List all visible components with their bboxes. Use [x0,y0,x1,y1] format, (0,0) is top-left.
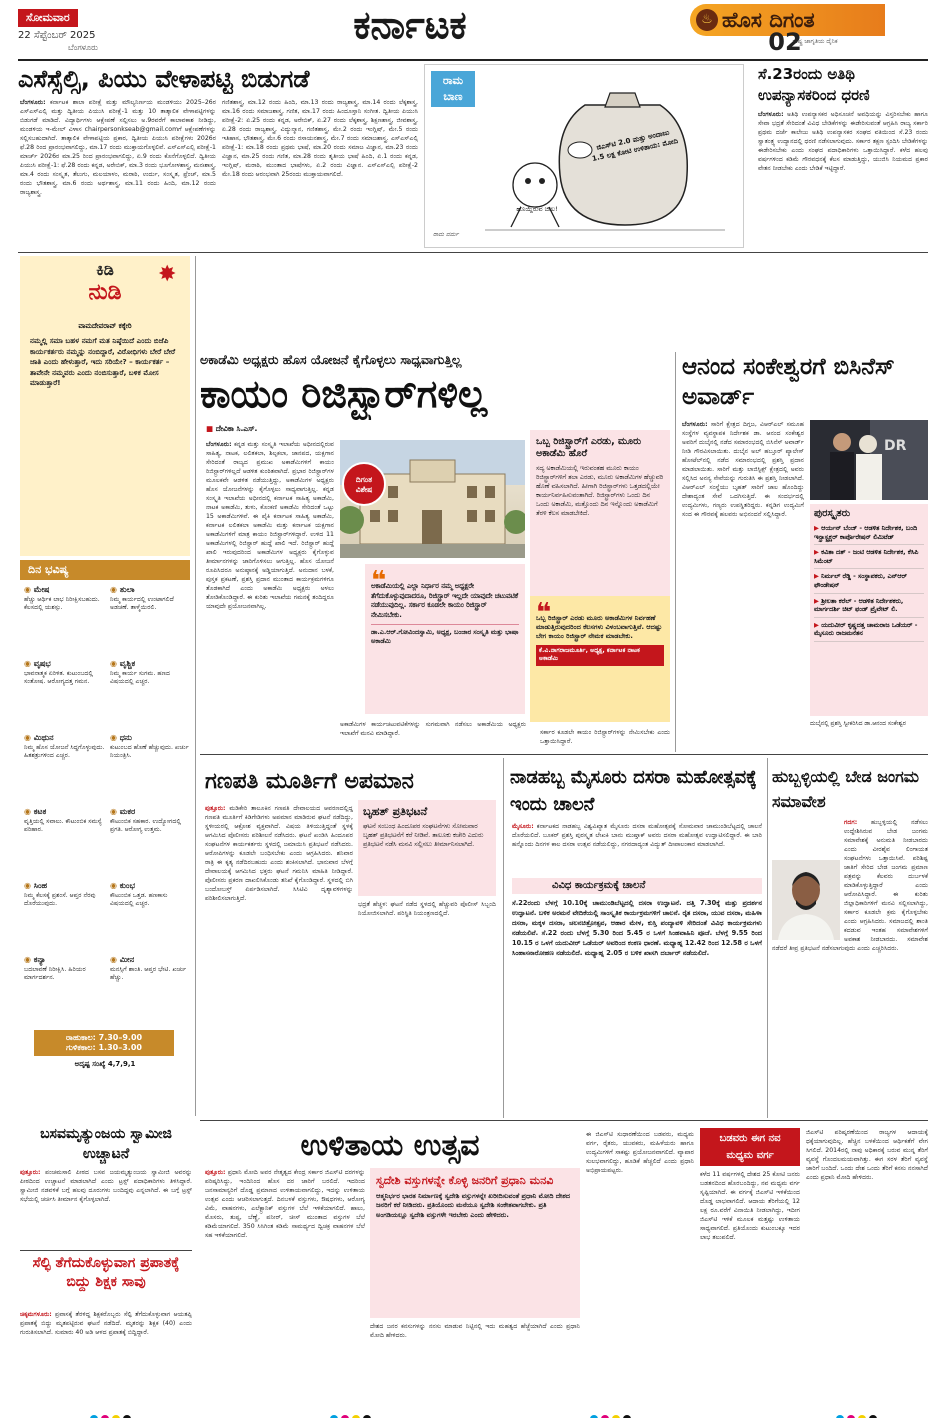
spark-icon: ✸ [158,262,177,287]
cartoon-speech: ಹೊಯ್ದಿರುವ ಚೀಲ! [516,205,558,213]
byline-name: ದೇವಿಕಾ ಸಿ.ಎಸ್. [215,424,258,433]
ulitaya-text: ಪ್ರಧಾನಿ ಮೋದಿ ಅವರ ನೇತೃತ್ವದ ಕೇಂದ್ರ ಸರ್ಕಾರ ಜಿಎಸ್‌ಟಿ ದರಗಳನ್ನು ಪರಿಷ್ಕರಿಸಿದ್ದು, ಇಂದಿನಿಂದ ಹೊಸ ದರ ಜಾರಿಗೆ ಬರಲಿದೆ. ಇದರಿಂದ ಜನಸಾಮಾನ್ಯರಿಗೆ ದೊಡ್ಡ ಪ್ರಮಾಣದ ಉಳಿತಾಯವಾಗಲಿದ್ದು, ಇದನ್ನು ಉಳಿತಾಯ ಉತ್ಸವ ಎಂದು ಆಚರಿಸಲಾಗುತ್ತದೆ. ದಿನಬಳಕೆ ವಸ್ತುಗಳು, ಔಷಧಗಳು, ಆರೋಗ್ಯ ವಿಮೆ, ವಾಹನಗಳು, ಎಲೆಕ್ಟ್ರಾನಿಕ್ ವಸ್ತುಗಳ ಬೆಲೆ ಇಳಿಕೆಯಾಗಲಿದೆ. ಹಾಲು, ಮೊಸರು, ತುಪ್ಪ, ಬೆಣ್ಣೆ, ಪನೀರ್, ಚೀಸ್ ಮುಂತಾದ ವಸ್ತುಗಳ ಬೆಲೆ ಕಡಿಮೆಯಾಗಲಿದೆ. 350 ಸಿಸಿಗಿಂತ ಕಡಿಮೆ ಸಾಮರ್ಥ್ಯದ ದ್ವಿಚಕ್ರ ವಾಹನಗಳ ಬೆಲೆ ಸಹ ಇಳಿಕೆಯಾಗಲಿದೆ. [205,1169,365,1239]
sign-text: ಬದಲಾವಣೆ ನಿರೀಕ್ಷಿಸಿ. ಹಿರಿಯರ ಮಾರ್ಗದರ್ಶನ. [24,965,86,981]
kidi-title-bottom: ನುಡಿ [88,280,122,305]
dasara-text: ಕರ್ನಾಟಕದ ನಾಡಹಬ್ಬ ವಿಶ್ವವಿಖ್ಯಾತ ಮೈಸೂರು ದಸರಾ ಮಹೋತ್ಸವಕ್ಕೆ ಸೋಮವಾರ ಚಾಮುಂಡಿಬೆಟ್ಟದಲ್ಲಿ ಚಾಲನೆ ದೊರೆಯಲಿದೆ. ಬೂಕರ್ ಪ್ರಶಸ್ತಿ ಪುರಸ್ಕೃತ ಲೇಖಕಿ ಬಾನು ಮುಷ್ತಾಕ್ ಅವರು ದಸರಾ ಮಹೋತ್ಸವ ಉದ್ಘಾಟಿಸಲಿದ್ದಾರೆ. ಈ ಬಾರಿ ಹನ್ನೊಂದು ದಿನಗಳ ಕಾಲ ದಸರಾ ಉತ್ಸವ ನಡೆಯಲಿದ್ದು, ನಗರದಾದ್ಯಂತ ವಿದ್ಯುತ್ ದೀಪಾಲಂಕಾರ ಮಾಡಲಾಗಿದೆ. [512,823,762,848]
badge-bottom: ವಿಶೇಷ [355,485,373,494]
registration-marks-center [330,1408,390,1418]
sign-text: ಭಾವನಾತ್ಮಕ ಏರಿಳಿತ. ಕುಟುಂಬದಲ್ಲಿ ಸಂತೋಷ. ಆರೋಗ್ಯದತ್ತ ಗಮನ. [24,669,94,685]
ulitaya-body [205,1168,365,1404]
registrar-text: ಕನ್ನಡ ಮತ್ತು ಸಂಸ್ಕೃತಿ ಇಲಾಖೆಯ ಅಧೀನದಲ್ಲಿರುವ ಸಾಹಿತ್ಯ, ನಾಟಕ, ಲಲಿತಕಲಾ, ಶಿಲ್ಪಕಲಾ, ಜಾನಪದ, ಯಕ್ಷಗಾನ ಸೇರಿದಂತೆ ರಾಜ್ಯದ ಪ್ರಮುಖ ಅಕಾಡೆಮಿಗಳಿಗೆ ಕಾಯಂ ರಿಜಿಸ್ಟ್ರಾರ್‌ಗಳಿಲ್ಲದೆ ಆಡಳಿತ ಕುಂಠಿತವಾಗಿದೆ. ಪ್ರಭಾರ ರಿಜಿಸ್ಟ್ರಾರ್‌ಗಳ ಮೂಲಕವೇ ಆಡಳಿತ ನಡೆಯುತ್ತಿದ್ದು, ಅಕಾಡೆಮಿಗಳ ಅಧ್ಯಕ್ಷರು ಹೊಸ ಯೋಜನೆಗಳನ್ನು ಕೈಗೊಳ್ಳಲು ಸಾಧ್ಯವಾಗುತ್ತಿಲ್ಲ. ಕನ್ನಡ ಸಂಸ್ಕೃತಿ ಇಲಾಖೆಯ ಅಧೀನದಲ್ಲಿ ಕರ್ನಾಟಕ ಸಾಹಿತ್ಯ ಅಕಾಡೆಮಿ, ನಾಟಕ ಅಕಾಡೆಮಿ, ತುಳು, ಕೊಂಕಣಿ ಅಕಾಡೆಮಿ ಸೇರಿದಂತೆ ಒಟ್ಟು 15 ಅಕಾಡೆಮಿಗಳಿವೆ. ಈ ಪೈಕಿ ಕರ್ನಾಟಕ ಸಾಹಿತ್ಯ ಅಕಾಡೆಮಿ, ಕರ್ನಾಟಕ ಲಲಿತಕಲಾ ಅಕಾಡೆಮಿ ಮತ್ತು ಕರ್ನಾಟಕ ಯಕ್ಷಗಾನ ಅಕಾಡೆಮಿಗಳಿಗೆ ಮಾತ್ರ ಕಾಯಂ ರಿಜಿಸ್ಟ್ರಾರ್‌ಗಳಿದ್ದಾರೆ. ಉಳಿದ 11 ಅಕಾಡೆಮಿಗಳಲ್ಲಿ ರಿಜಿಸ್ಟ್ರಾರ್ ಹುದ್ದೆ ಖಾಲಿ ಇದೆ. ರಿಜಿಸ್ಟ್ರಾರ್ ಹುದ್ದೆ ಖಾಲಿ ಇರುವುದರಿಂದ ಅಕಾಡೆಮಿಗಳ ಅಧ್ಯಕ್ಷರು ಕೈಗೊಳ್ಳುವ ತೀರ್ಮಾನಗಳನ್ನು ಜಾರಿಗೊಳಿಸಲು ಆಗುತ್ತಿಲ್ಲ. ಹೊಸ ಯೋಜನೆ ರೂಪಿಸಿದರೂ ಅನುಷ್ಠಾನಕ್ಕೆ ಅಡ್ಡಿಯಾಗುತ್ತಿದೆ. ಅನುದಾನ ಬಳಕೆ, ಪುಸ್ತಕ ಪ್ರಕಟಣೆ, ಪ್ರಶಸ್ತಿ ಪ್ರದಾನ ಮುಂತಾದ ಕಾರ್ಯಕ್ರಮಗಳಿಗೂ ತೊಡಕಾಗಿದೆ ಎಂದು ಅಕಾಡೆಮಿ ಅಧ್ಯಕ್ಷರು ಅಳಲು ತೋಡಿಕೊಂಡಿದ್ದಾರೆ. ಈ ಕುರಿತು ಇಲಾಖೆಯ ಗಮನಕ್ಕೆ ತಂದಿದ್ದರೂ ಯಾವುದೇ ಪ್ರಯೋಜನವಾಗಿಲ್ಲ. [206,441,334,610]
ganapati-box-text: ಘಟನೆ ಸಂಬಂಧ ಹಿಂದೂಪರ ಸಂಘಟನೆಗಳು ಸೋಮವಾರ ಬೃಹತ್ ಪ್ರತಿಭಟನೆಗೆ ಕರೆ ನೀಡಿವೆ. ತಾಲೂಕು ಕಚೇರಿ ಎದುರು ಪ್ರತಿಭಟನೆ ನಡೆಸಿ ಮನವಿ ಸಲ್ಲಿಸಲು ತೀರ್ಮಾನಿಸಲಾಗಿದೆ. [363,822,484,848]
byline-marker: ■ [206,424,216,433]
city-label: ಬೆಂಗಳೂರು [68,43,98,52]
divider-2 [200,754,928,755]
registrar-body [206,440,334,712]
award-body [682,420,804,750]
horoscope [20,560,190,1120]
registrar-tail: ಅಕಾಡೆಮಿಗಳ ಕಾರ್ಯಚಟುವಟಿಕೆಗಳನ್ನು ಸುಗಮವಾಗಿ ನಡೆಸಲು ಅಕಾಡೆಮಿಯ ಅಧ್ಯಕ್ಷರು ಇಲಾಖೆಗೆ ಮನವಿ ಮಾಡಿದ್ದಾರೆ. [340,721,526,737]
ulitaya-headline: ಉಳಿತಾಯ ಉತ್ಸವ [300,1128,480,1163]
selfie-headline: ಸೆಲ್ಫಿ ತೆಗೆದುಕೊಳ್ಳುವಾಗ ಪ್ರಪಾತಕ್ಕೆ ಬಿದ್ದು ಶಿಕ್ಷಕ ಸಾವು [32,1255,180,1290]
selfie-text: ಪ್ರವಾಸಕ್ಕೆ ತೆರಳಿದ್ದ ಶಿಕ್ಷಕರೊಬ್ಬರು ಸೆಲ್ಫಿ ತೆಗೆದುಕೊಳ್ಳುವಾಗ ಆಯತಪ್ಪಿ ಪ್ರಪಾತಕ್ಕೆ ಬಿದ್ದು ಮೃತಪಟ್ಟಿರುವ ಘಟನೆ ನಡೆದಿದೆ. ಮೃತರನ್ನು ಶಿಕ್ಷಕ (40) ಎಂದು ಗುರುತಿಸಲಾಗಿದೆ. ಸುಮಾರು 40 ಅಡಿ ಆಳದ ಪ್ರಪಾತಕ್ಕೆ ಬಿದ್ದಿದ್ದಾರೆ. [20,1311,192,1336]
date-label: 22 ಸೆಪ್ಟೆಂಬರ್ 2025 [18,30,96,41]
horoscope-sign [110,734,190,761]
madhyama-top: ಬಡವರು ಈಗ ನವ [719,1133,781,1144]
sign-text: ಮನಸ್ಸಿಗೆ ಶಾಂತಿ. ಆಪ್ತರ ಭೇಟಿ. ಖರ್ಚು ಹೆಚ್ಚು. [110,965,187,981]
dasara-schedule: ಸೆ.22ರಂದು ಬೆಳಗ್ಗೆ 10.10ಕ್ಕೆ ಚಾಮುಂಡಿಬೆಟ್ಟದಲ್ಲಿ ದಸರಾ ಉದ್ಘಾಟನೆ. ದತ್ತಿ 7.30ಕ್ಕೆ ಮತ್ತು ಪ್ರದರ್ಶನ ಉದ್ಘಾಟನೆ. ಬಳಿಕ ಅರಮನೆ ವೇದಿಕೆಯಲ್ಲಿ ಸಾಂಸ್ಕೃತಿಕ ಕಾರ್ಯಕ್ರಮಗಳಿಗೆ ಚಾಲನೆ. ರೈತ ದಸರಾ, ಯುವ ದಸರಾ, ಮಹಿಳಾ ದಸರಾ, ಮಕ್ಕಳ ದಸರಾ, ಚಲನಚಿತ್ರೋತ್ಸವ, ಆಹಾರ ಮೇಳ, ಕುಸ್ತಿ ಪಂದ್ಯಾವಳಿ ಸೇರಿದಂತೆ ವಿವಿಧ ಕಾರ್ಯಕ್ರಮಗಳು ನಡೆಯಲಿವೆ. ಸೆ.22 ರಂದು ಬೆಳಗ್ಗೆ 5.30 ರಿಂದ 5.45 ರ ಒಳಗೆ ಸಿಂಹವಾಹಿನಿ ಪೂಜೆ. ಬೆಳಗ್ಗೆ 9.55 ರಿಂದ 10.15 ರ ಒಳಗೆ ಯದುವೀರ್ ಒಡೆಯರ್ ಅವರಿಂದ ಕಂಕಣ ಧಾರಣೆ. ಮಧ್ಯಾಹ್ನ 12.42 ರಿಂದ 12.58 ರ ಒಳಗೆ ಸಿಂಹಾಸನಾರೋಹಣ ನಡೆಯಲಿದೆ. ಮಧ್ಯಾಹ್ನ 2.05 ರ ಬಳಿಕ ಖಾಸಗಿ ದರ್ಬಾರ್ ನಡೆಯಲಿದೆ. [512,899,762,957]
quote2-by: ಕೆ.ವಿ.ನಾಗರಾಜಮೂರ್ತಿ, ಅಧ್ಯಕ್ಷ, ಕರ್ನಾಟಕ ನಾಟಕ ಅಕಾಡೆಮಿ [536,645,664,666]
swadeshi-text: ಆತ್ಮನಿರ್ಭರ ಭಾರತ ನಿರ್ಮಾಣಕ್ಕೆ ಸ್ವದೇಶಿ ವಸ್ತುಗಳನ್ನೇ ಖರೀದಿಸುವಂತೆ ಪ್ರಧಾನಿ ಮೋದಿ ದೇಶದ ಜನರಿಗೆ ಕರೆ ನೀಡಿದರು. ಪ್ರತಿಯೊಂದು ಮನೆಯೂ ಸ್ವದೇಶಿ ಸಂಕೇತವಾಗಬೇಕು. ಪ್ರತಿ ಅಂಗಡಿಯಲ್ಲೂ ಸ್ವದೇಶಿ ವಸ್ತುಗಳೇ ಇರಬೇಕು ಎಂದು ಹೇಳಿದರು. [376,1192,571,1219]
photo-spacer [772,818,844,944]
basava-headline: ಬಸವಮೃತ್ಯುಂಜಯ ಸ್ವಾಮೀಜಿ ಉಚ್ಚಾಟನೆ [40,1126,172,1162]
horoscope-sign [24,660,106,687]
divider-4 [20,1250,192,1251]
horoscope-sign [24,586,106,613]
horoscope-sign [110,586,190,613]
ganapati-headline: ಗಣಪತಿ ಮೂರ್ತಿಗೆ ಅಪಮಾನ [205,769,414,794]
masthead [0,0,945,60]
sign-text: ಕುಟುಂಬದ ಹೊಣೆ ಹೆಚ್ಚುವುದು. ಖರ್ಚು ನಿಯಂತ್ರಿಸಿ. [110,743,189,759]
registrar-box-1 [530,430,670,620]
ganapati-tail: ಭದ್ರತೆ ಹೆಚ್ಚಳ: ಘಟನೆ ನಡೆದ ಸ್ಥಳದಲ್ಲಿ ಹೆಚ್ಚುವರಿ ಪೊಲೀಸ್ ಸಿಬ್ಬಂದಿ ನಿಯೋಜಿಸಲಾಗಿದೆ. ಪರಿಸ್ಥಿತಿ ನಿಯಂತ್ರಣದಲ್ಲಿದೆ. [358,901,496,917]
registrar-byline [206,424,366,434]
dasara-headline: ನಾಡಹಬ್ಬ ಮೈಸೂರು ದಸರಾ ಮಹೋತ್ಸವಕ್ಕೆ ಇಂದು ಚಾಲನೆ [510,767,757,815]
divider-1 [18,252,928,253]
sign-text: ನಿಮ್ಮ ಕಾರ್ಯ ಸುಗಮ. ಹಣದ ವಿಷಯದಲ್ಲಿ ಎಚ್ಚರ. [110,669,170,685]
divider-v1 [195,256,196,1116]
award-caption: ದುಬೈನಲ್ಲಿ ಪ್ರಶಸ್ತಿ ಸ್ವೀಕರಿಸಿದ ಡಾ.ಆನಂದ ಸಂಕೇಶ್ವರ [810,720,906,727]
horoscope-sign [24,808,106,835]
kidi-title-top: ಕಿಡಿ [96,260,114,279]
registration-marks-left [90,1408,150,1418]
svg-text:DR: DR [884,438,907,454]
ganapati-body [205,804,353,1114]
madhyama-bottom: ಮಧ್ಯಮ ವರ್ಗ [726,1150,774,1161]
divider-v3 [503,758,504,1118]
cartoon-bag-text: ಜಿಎಸ್‌ಟಿ 2.0 ಮತ್ತು ಅಂದಾಜು 1.5 ಲಕ್ಷ ಕೋಟಿ ಉಳಿತಾಯ: ಮೋದಿ [591,128,679,163]
exam-dateline: ಬೆಂಗಳೂರು: [20,99,46,106]
madhyama-label [700,1128,800,1166]
hubli-headline: ಹುಬ್ಬಳ್ಳಿಯಲ್ಲಿ ಬೇಡ ಜಂಗಮ ಸಮಾವೇಶ [772,767,920,811]
horoscope-sign [110,808,190,835]
awardees-box [810,504,928,716]
ganapati-dateline: ಪುತ್ತೂರು: [205,805,226,812]
hubli-text: ಹುಬ್ಬಳ್ಳಿಯಲ್ಲಿ ನಡೆಸಲು ಉದ್ದೇಶಿಸಿರುವ ಬೇಡ ಜಂಗಮ ಸಮಾವೇಶಕ್ಕೆ ಅನುಮತಿ ನೀಡಬಾರದು ಎಂದು ವೀರಶೈವ ಲಿಂಗಾಯತ ಸಂಘಟನೆಗಳು ಒತ್ತಾಯಿಸಿವೆ. ಪರಿಶಿಷ್ಟ ಜಾತಿಗೆ ಸೇರಿದ ಬೇಡ ಜಂಗಮ ಪ್ರಮಾಣ ಪತ್ರವನ್ನು ಕೆಲವರು ದುರ್ಬಳಕೆ ಮಾಡಿಕೊಳ್ಳುತ್ತಿದ್ದಾರೆ ಎಂದು ಆರೋಪಿಸಿದ್ದಾರೆ. ಈ ಕುರಿತು ಜಿಲ್ಲಾಧಿಕಾರಿಗಳಿಗೆ ಮನವಿ ಸಲ್ಲಿಸಲಾಗಿದ್ದು, ಸರ್ಕಾರ ಕೂಡಲೇ ಕ್ರಮ ಕೈಗೊಳ್ಳಬೇಕು ಎಂದು ಆಗ್ರಹಿಸಿದರು. ಸಮಾಜದಲ್ಲಿ ಶಾಂತಿ ಕದಡುವ ಇಂತಹ ಸಮಾವೇಶಗಳಿಗೆ ಅವಕಾಶ ನೀಡಬಾರದು. ಸಮಾವೇಶ ನಡೆದರೆ ತೀವ್ರ ಪ್ರತಿಭಟನೆ ನಡೆಸಲಾಗುವುದು ಎಂದು ಎಚ್ಚರಿಸಿದರು. [772,819,928,952]
sign-text: ಹೆಚ್ಚು ಆರ್ಥಿಕ ಲಾಭ ನಿರೀಕ್ಷಿಸಬಹುದು. ಕೆಲಸದಲ್ಲಿ ಯಶಸ್ಸು. [24,595,100,611]
exam-headline: ಎಸೆಸ್ಸೆಲ್ಸಿ, ಪಿಯು ವೇಳಾಪಟ್ಟಿ ಬಿಡುಗಡೆ [18,65,310,93]
dasara-dateline: ಮೈಸೂರು: [512,823,534,830]
sign-text: ವೃತ್ತಿಯಲ್ಲಿ ಸವಾಲು. ಕೌಟುಂಬಿಕ ಸಮಸ್ಯೆ ಪರಿಹಾರ. [24,817,102,833]
horoscope-title: ದಿನ ಭವಿಷ್ಯ [20,560,190,580]
divider-v2 [675,352,676,752]
ganapati-box [358,800,496,896]
sign-text: ನಿಮ್ಮ ಕೆಲಸಕ್ಕೆ ಪ್ರಶಂಸೆ. ಆಪ್ತರ ನೆರವು ದೊರೆಯುವುದು. [24,891,96,907]
ganapati-box-title: ಬೃಹತ್ ಪ್ರತಿಭಟನೆ [363,805,428,818]
hubli-dateline: ಗದಗ: [844,819,858,826]
quote-box-2 [530,596,670,722]
sign-name: ◉ ಮೇಷ [24,586,106,595]
dasara-subhead: ವಿವಿಧ ಕಾರ್ಯಕ್ರಮಕ್ಕೆ ಚಾಲನೆ [512,878,762,894]
brand-name: ಹೊಸ ದಿಗಂತ [722,8,815,32]
sign-name: ◉ ವೃಶ್ಚಿಕ [110,660,190,669]
ramabana-top: ರಾಮ [442,74,464,87]
badge-top: ದಿಗಂತ [355,475,373,484]
divider-v4 [767,758,768,1118]
registrar-kicker: ಅಕಾಡೆಮಿ ಅಧ್ಯಕ್ಷರು ಹೊಸ ಯೋಜನೆ ಕೈಗೊಳ್ಳಲು ಸಾಧ್ಯವಾಗುತ್ತಿಲ್ಲ [200,352,462,367]
basava-dateline: ಪುತ್ತೂರು: [20,1169,41,1176]
quote-icon-1: ❝ [371,566,387,596]
horoscope-sign [24,956,106,983]
sign-name: ◉ ಕಟಕ [24,808,106,817]
sign-text: ಕೌಟುಂಬಿಕ ಸಹಕಾರ. ಉದ್ಯೋಗದಲ್ಲಿ ಪ್ರಗತಿ. ಆರೋಗ್ಯ ಉತ್ತಮ. [110,817,182,833]
quote2-text: ಒಬ್ಬ ರಿಜಿಸ್ಟ್ರಾರ್ ಎರಡು ಮೂರು ಅಕಾಡೆಮಿಗಳ ನಿರ್ವಹಣೆ ಮಾಡುತ್ತಿರುವುದರಿಂದ ಕೆಲಸಗಳು ವಿಳಂಬವಾಗುತ್ತಿವೆ. ಆದಷ್ಟು ಬೇಗ ಕಾಯಂ ರಿಜಿಸ್ಟ್ರಾರ್ ನೇಮಕ ಮಾಡಬೇಕು. [536,614,662,641]
ganapati-text: ಮಡಿಕೇರಿ ತಾಲೂಕಿನ ಗಣಪತಿ ದೇವಾಲಯದ ಆವರಣದಲ್ಲಿದ್ದ ಗಣಪತಿ ಮೂರ್ತಿಗೆ ಕಿಡಿಗೇಡಿಗಳು ಅಪಮಾನ ಮಾಡಿರುವ ಘಟನೆ ನಡೆದಿದ್ದು, ಸ್ಥಳೀಯರಲ್ಲಿ ಆಕ್ರೋಶ ವ್ಯಕ್ತವಾಗಿದೆ. ವಿಷಯ ತಿಳಿಯುತ್ತಿದ್ದಂತೆ ಸ್ಥಳಕ್ಕೆ ಆಗಮಿಸಿದ ಪೊಲೀಸರು ಪರಿಶೀಲನೆ ನಡೆಸಿದರು. ಘಟನೆ ಖಂಡಿಸಿ ಹಿಂದೂಪರ ಸಂಘಟನೆಗಳ ಕಾರ್ಯಕರ್ತರು ಸ್ಥಳದಲ್ಲಿ ಜಮಾಯಿಸಿ ಪ್ರತಿಭಟನೆ ನಡೆಸಿದರು. ಆರೋಪಿಗಳನ್ನು ಕೂಡಲೇ ಬಂಧಿಸಬೇಕು ಎಂದು ಆಗ್ರಹಿಸಿದರು. ಶನಿವಾರ ರಾತ್ರಿ ಈ ಕೃತ್ಯ ನಡೆದಿರಬಹುದು ಎಂದು ಶಂಕಿಸಲಾಗಿದೆ. ಭಾನುವಾರ ಬೆಳಗ್ಗೆ ದೇವಾಲಯಕ್ಕೆ ಆಗಮಿಸಿದ ಭಕ್ತರು ಘಟನೆ ಗಮನಿಸಿ ಮಾಹಿತಿ ನೀಡಿದ್ದಾರೆ. ಪೊಲೀಸರು ಪ್ರಕರಣ ದಾಖಲಿಸಿಕೊಂಡು ತನಿಖೆ ಕೈಗೊಂಡಿದ್ದಾರೆ. ಸ್ಥಳದಲ್ಲಿ ಬಿಗಿ ಬಂದೋಬಸ್ತ್ ಏರ್ಪಡಿಸಲಾಗಿದೆ. ಸಿಸಿಟಿವಿ ದೃಶ್ಯಾವಳಿಗಳನ್ನು ಪರಿಶೀಲಿಸಲಾಗುತ್ತಿದೆ. [205,805,353,902]
horoscope-sign [110,882,190,909]
ulitaya-right: ಈ ಜಿಎಸ್‌ಟಿ ಸುಧಾರಣೆಯಿಂದ ಬಡವರು, ಮಧ್ಯಮ ವರ್ಗ, ರೈತರು, ಯುವಕರು, ಮಹಿಳೆಯರು ಹಾಗೂ ಉದ್ಯಮಿಗಳಿಗೆ ಸಾಕಷ್ಟು ಪ್ರಯೋಜನವಾಗಲಿದೆ. ವ್ಯಾಪಾರ ಸುಲಭವಾಗಲಿದ್ದು, ಹೂಡಿಕೆ ಹೆಚ್ಚಲಿದೆ ಎಂದು ಪ್ರಧಾನಿ ಅಭಿಪ್ರಾಯಪಟ್ಟರು. [586,1131,694,1174]
swadeshi-title: ಸ್ವದೇಶಿ ವಸ್ತುಗಳನ್ನೇ ಕೊಳ್ಳಿ ಜನರಿಗೆ ಪ್ರಧಾನಿ ಮನವಿ [376,1174,554,1187]
masthead-rule [18,59,928,61]
award-photo [810,420,928,500]
kidi-nudi-box [20,256,190,556]
exam-col-1 [20,98,216,248]
ramabana-bottom: ಬಾಣ [443,90,463,103]
awardee-item: ▶ ಆರ್ಯನ್ ಬೆಂಜ್ - ಆಡಳಿತ ನಿರ್ದೇಶಕ, ಬಂದಿ ಇನ್ಫ್ರಾಸ್ಟ್ರಕ್ಚರ್ ಕಾರ್ಪೊರೇಷನ್ ಲಿಮಿಟೆಡ್ [814,521,924,545]
academy-photo [340,440,525,558]
sign-name: ◉ ಮೀನ [110,956,190,965]
rahukala: ರಾಹುಕಾಲ: 7.30–9.00 [65,1033,143,1042]
sign-name: ◉ ಧನು [110,734,190,743]
lucky-numbers: ಅದೃಷ್ಟ ಸಂಖ್ಯೆ 4,7,9,1 [74,1060,136,1068]
upanyasa-text: ಅತಿಥಿ ಉಪನ್ಯಾಸಕರ ಅಧಿಸೂಚನೆ ಅವಧಿಯನ್ನು ವಿಸ್ತರಿಸಬೇಕು ಹಾಗೂ ಸೇವಾ ಭದ್ರತೆ ಸೇರಿದಂತೆ ವಿವಿಧ ಬೇಡಿಕೆಗಳನ್ನು ಈಡೇರಿಸುವಂತೆ ಆಗ್ರಹಿಸಿ ರಾಜ್ಯ ಸರ್ಕಾರಿ ಪ್ರಥಮ ದರ್ಜೆ ಕಾಲೇಜು ಅತಿಥಿ ಉಪನ್ಯಾಸಕರ ಸಂಘದ ವತಿಯಿಂದ ಸೆ.23 ರಂದು ಸ್ವಾತಂತ್ರ್ಯ ಉದ್ಯಾನದಲ್ಲಿ ಧರಣಿ ನಡೆಸಲಾಗುವುದು. ಸರ್ಕಾರ ತಕ್ಷಣ ಸ್ಪಂದಿಸಿ ಬೇಡಿಕೆಗಳನ್ನು ಈಡೇರಿಸಬೇಕು ಎಂದು ಸಂಘದ ಪದಾಧಿಕಾರಿಗಳು ಒತ್ತಾಯಿಸಿದ್ದಾರೆ. ಕಳೆದ ಹಲವು ವರ್ಷಗಳಿಂದ ಕಡಿಮೆ ಗೌರವಧನಕ್ಕೆ ಕೆಲಸ ಮಾಡುತ್ತಿದ್ದು, ಯುಜಿಸಿ ನಿಯಮದ ಪ್ರಕಾರ ವೇತನ ನೀಡಬೇಕು ಎಂದು ಬೇಡಿಕೆ ಇಟ್ಟಿದ್ದಾರೆ. [758,111,928,172]
ulitaya-sub: ದೇಶದ ಜನರ ಕನಸುಗಳನ್ನು ನನಸು ಮಾಡುವ ನಿಟ್ಟಿನಲ್ಲಿ ಇದು ಮಹತ್ವದ ಹೆಜ್ಜೆಯಾಗಿದೆ ಎಂದು ಪ್ರಧಾನಿ ಮೋದಿ ಹೇಳಿದರು. [370,1323,580,1339]
horoscope-grid [20,580,190,1030]
day-label: ಸೋಮವಾರ [18,9,78,27]
registrar-tail-2: ಸರ್ಕಾರ ಕೂಡಲೇ ಕಾಯಂ ರಿಜಿಸ್ಟ್ರಾರ್‌ಗಳನ್ನು ನೇಮಿಸಬೇಕು ಎಂದು ಒತ್ತಾಯಿಸಿದ್ದಾರೆ. [540,729,670,745]
awardee-item: ▶ ಶ್ರೀಲತಾ ಕರೆಲ್ - ಆಡಳಿತ ನಿರ್ದೇಶಕರು, ಮಾರ್ಗದರ್ಶಿ ಚಿಟ್ ಫಂಡ್ ಪ್ರೈವೇಟ್ ಲಿ. [814,594,924,618]
section-title: ಕರ್ನಾಟಕ [353,3,467,47]
swadeshi-box [370,1168,580,1318]
sign-text: ಕೌಟುಂಬಿಕ ಒತ್ತಡ. ಹಣಕಾಸು ವಿಷಯದಲ್ಲಿ ಎಚ್ಚರ. [110,891,168,907]
registration-marks-far [836,1408,896,1418]
upanyasa-body [758,110,928,250]
award-headline: ಆನಂದ ಸಂಕೇಶ್ವರಗೆ ಬಿಸಿನೆಸ್ ಅವಾರ್ಡ್ [682,354,895,410]
quote-box-1 [365,564,525,714]
horoscope-sign [110,660,190,687]
sign-name: ◉ ಕುಂಭ [110,882,190,891]
madhyama-right: ಜಿಎಸ್‌ಟಿ ಪರಿಷ್ಕರಣೆಯಿಂದ ರಾಜ್ಯಗಳ ಆದಾಯಕ್ಕೆ ಧಕ್ಕೆಯಾಗುವುದಿಲ್ಲ. ಹೆಚ್ಚಿನ ಬಳಕೆಯಿಂದ ಆರ್ಥಿಕತೆಗೆ ವೇಗ ಸಿಗಲಿದೆ. 2014ರಲ್ಲಿ ನಾವು ಅಧಿಕಾರಕ್ಕೆ ಬರುವ ಮುನ್ನ ತೆರಿಗೆ ವ್ಯವಸ್ಥೆ ಗೊಂದಲಮಯವಾಗಿತ್ತು. ಈಗ ಸರಳ ತೆರಿಗೆ ವ್ಯವಸ್ಥೆ ಜಾರಿಗೆ ಬಂದಿದೆ. ಒಂದು ದೇಶ ಒಂದು ತೆರಿಗೆ ಕನಸು ನನಸಾಗಿದೆ ಎಂದು ಪ್ರಧಾನಿ ಮೋದಿ ಹೇಳಿದರು. [806,1129,928,1181]
sign-name: ◉ ಮಿಥುನ [24,734,106,743]
upanyasa-dateline: ಬೆಂಗಳೂರು: [758,111,784,118]
award-photo-illustration [810,420,928,500]
upanyasa-headline: ಸೆ.23ರಂದು ಅತಿಥಿ ಉಪನ್ಯಾಸಕರಿಂದ ಧರಣಿ [758,65,870,104]
page-number: 02 [768,28,802,56]
date-block [18,6,148,52]
registrar-dateline: ಬೆಂಗಳೂರು: [206,441,232,448]
horoscope-sign [24,882,106,909]
quote1-text: ಅಕಾಡೆಮಿಯಲ್ಲಿ ಎಲ್ಲಾ ನಿರ್ಧಾರ ನಮ್ಮ ಅಧ್ಯಕ್ಷರೇ ತೆಗೆದುಕೊಳ್ಳುವುದಾದರೂ, ರಿಜಿಸ್ಟ್ರಾರ್ ಇಲ್ಲದೇ ಯಾವುದೇ ಚಟುವಟಿಕೆ ನಡೆಯುವುದಿಲ್ಲ. ಸರ್ಕಾರ ಕೂಡಲೇ ಕಾಯಂ ರಿಜಿಸ್ಟ್ರಾರ್ ನೇಮಿಸಬೇಕು. [371,582,519,619]
awardee-item: ▶ ನಿರ್ಮಲ್ ರೆಡ್ಡಿ - ಸಂಸ್ಥಾಪಕರು, ಎನ್ಆರ್ ಫೌಂಡೇಷನ್ [814,569,924,593]
sign-name: ◉ ಸಿಂಹ [24,882,106,891]
sign-text: ನಿಮ್ಮ ಕಾರ್ಯದಲ್ಲಿ ಉಂಟಾಗಲಿದೆ ಅಡಚಣೆ. ತಾಳ್ಮೆಯಿರಲಿ. [110,595,174,611]
divider-3 [200,1120,928,1121]
sign-name: ◉ ವೃಷಭ [24,660,106,669]
selfie-dateline: ಚಿಕ್ಕಮಗಳೂರು: [20,1311,52,1318]
basava-body [20,1168,192,1248]
award-dateline: ಬೆಂಗಳೂರು: [682,421,708,428]
kidi-text: ನಮ್ಮಲ್ಲಿ ಸಮಾ ಬಹಳ ನಮಗೆ ಮತ ನಿಷ್ಠೆಯಿದೆ ಎಂದು ಬಿಜೆಪಿ ಕಾರ್ಯಕರ್ತರು ನಮ್ಮನ್ನು ನಂಬಿದ್ದಾರೆ, ವಿರೋಧಿಗಳು ಬೇರೆ ಬೇರೆ ಜಾತಿ ಎಂದು ಹೇಳುತ್ತಾರೆ, ಇದು ಸರಿಯೇ? – ಕಾರ್ಯಕರ್ತ – ತಾವೇನೇ ನಮ್ಮವರು ಎಂದು ನಂಬಿಸುತ್ತಾರೆ, ಬಳಿಕ ಮೋಸ ಮಾಡುತ್ತಾರೆ! [30,336,176,387]
horoscope-sign [110,956,190,983]
ulitaya-dateline: ಪುತ್ತೂರು: [205,1169,226,1176]
cartoon-signature: ರಾಮ ವರ್ಮ [433,231,459,238]
cartoon-illustration [425,65,744,248]
dasara-body [512,822,762,876]
registration-marks-right [590,1408,650,1418]
kidi-author: ವಾಮದೇವರಾವ್ ಕಕ್ಕೇರಿ [78,322,132,330]
brand-tagline: ರಾಷ್ಟ್ರ ಜಾಗೃತಿಯ ದೈನಿಕ [792,38,838,45]
basava-text: ಪಂಚಮಸಾಲಿ ಪೀಠದ ಬಸವ ಜಯಮೃತ್ಯುಂಜಯ ಸ್ವಾಮೀಜಿ ಅವರನ್ನು ಪೀಠದಿಂದ ಉಚ್ಚಾಟನೆ ಮಾಡಲಾಗಿದೆ ಎಂದು ಟ್ರಸ್ಟ್ ಪದಾಧಿಕಾರಿಗಳು ತಿಳಿಸಿದ್ದಾರೆ. ಸ್ವಾಮೀಜಿ ನಡವಳಿಕೆ ಬಗ್ಗೆ ಹಲವು ದೂರುಗಳು ಬಂದಿದ್ದವು ಎನ್ನಲಾಗಿದೆ. ಈ ಬಗ್ಗೆ ಟ್ರಸ್ಟ್ ಸಭೆಯಲ್ಲಿ ಚರ್ಚಿಸಿ ತೀರ್ಮಾನ ಕೈಗೊಳ್ಳಲಾಗಿದೆ. [20,1169,192,1203]
sign-name: ◉ ತುಲಾ [110,586,190,595]
ramabana-cartoon [424,64,744,248]
box1-text: ಸದ್ಯ ಅಕಾಡೆಮಿಯಲ್ಲಿ ಇರುವಂತಹ ಮೂರು ಕಾಯಂ ರಿಜಿಸ್ಟ್ರಾರ್‌ಗಳಿಗೆ ತಲಾ ಎರಡು, ಮೂರು ಅಕಾಡೆಮಿಗಳ ಹೆಚ್ಚುವರಿ ಹೊಣೆ ವಹಿಸಲಾಗಿದೆ. ಹೀಗಾಗಿ ರಿಜಿಸ್ಟ್ರಾರ್‌ಗಳು ಒತ್ತಡದಲ್ಲಿಯೇ ಕಾರ್ಯನಿರ್ವಹಿಸುವಂತಾಗಿದೆ. ರಿಜಿಸ್ಟ್ರಾರ್‌ಗಳು ಒಂದು ದಿನ ಒಂದು ಅಕಾಡೆಮಿ, ಮತ್ತೊಂದು ದಿನ ಇನ್ನೊಂದು ಅಕಾಡೆಮಿಗೆ ತೆರಳಿ ಕೆಲಸ ಮಾಡಬೇಕಿದೆ. [536,464,664,517]
exam-text-1: ಕರ್ನಾಟಕ ಶಾಲಾ ಪರೀಕ್ಷೆ ಮತ್ತು ಮೌಲ್ಯನಿರ್ಣಯ ಮಂಡಳಿಯು 2025–26ರ ಎಸ್ಎಸ್ಎಲ್ಸಿ ಮತ್ತು ದ್ವಿತೀಯ ಪಿಯುಸಿ ಪರೀಕ್ಷೆ-1 ಮತ್ತು 10 ತಾತ್ಕಾಲಿಕ ವೇಳಾಪಟ್ಟಿಗಳನ್ನು ಬಿಡುಗಡೆ ಮಾಡಿದೆ. ವಿದ್ಯಾರ್ಥಿಗಳು ಆಕ್ಷೇಪಣೆ ಸಲ್ಲಿಸಲು ಅ.9ರವರೆಗೆ ಕಾಲಾವಕಾಶ ನೀಡಿದ್ದು, ಮಂಡಳಿಯ ಇ-ಮೇಲ್ ವಿಳಾಸ chairpersonkseab@gmail.comಗೆ ಆಕ್ಷೇಪಣೆಗಳನ್ನು ಸಲ್ಲಿಸಬಹುದಾಗಿದೆ. ತಾತ್ಕಾಲಿಕ ವೇಳಾಪಟ್ಟಿಯ ಪ್ರಕಾರ, ದ್ವಿತೀಯ ಪಿಯುಸಿ ಪರೀಕ್ಷೆಗಳು 2026ರ ಫೆ.28 ರಿಂದ ಪ್ರಾರಂಭವಾಗಲಿದ್ದು, ಮಾ.17 ರಂದು ಮುಕ್ತಾಯಗೊಳ್ಳಲಿವೆ. ಎಸ್ಎಸ್ಎಲ್ಸಿ ಪರೀಕ್ಷೆ-1 ಮಾರ್ಚ್ 2026ರ ಮಾ.25 ರಿಂದ ಪ್ರಾರಂಭವಾಗಲಿದ್ದು, ಏ.9 ರಂದು ಕೊನೆಗೊಳ್ಳಲಿದೆ. ದ್ವಿತೀಯ ಪಿಯುಸಿ ಪರೀಕ್ಷೆ-1: ಫೆ.28 ರಂದು ಕನ್ನಡ, ಅರೇಬಿಕ್, ಮಾ.3 ರಂದು ಭೂಗೋಳಶಾಸ್ತ್ರ, ಮನಃಶಾಸ್ತ್ರ, ಮಾ.4 ರಂದು ಸಂಸ್ಕೃತ, ತೆಲುಗು, ಮಲಯಾಳಂ, ಮರಾಠಿ, ಉರ್ದು, ಸಂಸ್ಕೃತ, ಫ್ರೆಂಚ್, ಮಾ.5 ರಂದು ಭೌತಶಾಸ್ತ್ರ, ಮಾ.6 ರಂದು ಅರ್ಥಶಾಸ್ತ್ರ, ಮಾ.11 ರಂದು ಹಿಂದಿ, ಮಾ.12 ರಂದು ರಾಜ್ಯಶಾಸ್ತ್ರ. [20,99,216,196]
madhyama-body: ಕಳೆದ 11 ವರ್ಷಗಳಲ್ಲಿ ದೇಶದ 25 ಕೋಟಿ ಜನರು ಬಡತನದಿಂದ ಹೊರಬಂದಿದ್ದು, ನವ ಮಧ್ಯಮ ವರ್ಗ ಸೃಷ್ಟಿಯಾಗಿದೆ. ಈ ವರ್ಗಕ್ಕೆ ಜಿಎಸ್‌ಟಿ ಇಳಿಕೆಯಿಂದ ದೊಡ್ಡ ಲಾಭವಾಗಲಿದೆ. ಆದಾಯ ತೆರಿಗೆಯಲ್ಲಿ 12 ಲಕ್ಷ ರೂ.ವರೆಗೆ ವಿನಾಯಿತಿ ನೀಡಲಾಗಿದ್ದು, ಇದೀಗ ಜಿಎಸ್‌ಟಿ ಇಳಿಕೆ ಮೂಲಕ ಮತ್ತಷ್ಟು ಉಳಿತಾಯ ಸಾಧ್ಯವಾಗಲಿದೆ. ಪ್ರತಿಯೊಂದು ಕುಟುಂಬಕ್ಕೂ ಇದರ ಲಾಭ ತಲುಪಲಿದೆ. [700,1171,800,1241]
awardee-item: ▶ ಯದುವೀರ್ ಕೃಷ್ಣದತ್ತ ಚಾಮರಾಜ ಒಡೆಯರ್ - ಮೈಸೂರು ರಾಜಮನೆತನ [814,618,924,642]
sign-name: ◉ ಕನ್ಯಾ [24,956,106,965]
selfie-body [20,1310,192,1402]
exam-col-2: ಗಣಿತಶಾಸ್ತ್ರ, ಮಾ.12 ರಂದು ಹಿಂದಿ, ಮಾ.13 ರಂದು ರಾಜ್ಯಶಾಸ್ತ್ರ, ಮಾ.14 ರಂದು ಲೆಕ್ಕಶಾಸ್ತ್ರ, ಮಾ.16 ರಂದು ಸಮಾಜಶಾಸ್ತ್ರ, ಗಣಿತ, ಮಾ.17 ರಂದು ಹಿಂದೂಸ್ತಾನಿ ಸಂಗೀತ. ದ್ವಿತೀಯ ಪಿಯುಸಿ ಪರೀಕ್ಷೆ-2: ಏ.25 ರಂದು ಕನ್ನಡ, ಅರೇಬಿಕ್, ಏ.27 ರಂದು ಲೆಕ್ಕಶಾಸ್ತ್ರ, ಶಿಕ್ಷಣಶಾಸ್ತ್ರ, ಜೀವಶಾಸ್ತ್ರ, ಏ.28 ರಂದು ರಾಜ್ಯಶಾಸ್ತ್ರ, ವಿದ್ಯುನ್ಮಾನ, ಗಣಿತಶಾಸ್ತ್ರ, ಮೇ.2 ರಂದು ಇಂಗ್ಲಿಷ್, ಮೇ.5 ರಂದು ಇತಿಹಾಸ, ಭೌತಶಾಸ್ತ್ರ, ಮೇ.6 ರಂದು ರಸಾಯನಶಾಸ್ತ್ರ, ಮೇ.7 ರಂದು ಸಮಾಜಶಾಸ್ತ್ರ. ಎಸ್ಎಸ್ಎಲ್ಸಿ ಪರೀಕ್ಷೆ-1: ಮಾ.18 ರಂದು ಪ್ರಥಮ ಭಾಷೆ, ಮಾ.20 ರಂದು ಸಮಾಜ ವಿಜ್ಞಾನ, ಮಾ.23 ರಂದು ವಿಜ್ಞಾನ, ಮಾ.25 ರಂದು ಗಣಿತ, ಮಾ.28 ರಂದು ತೃತೀಯ ಭಾಷೆ ಹಿಂದಿ, ಏ.1 ರಂದು ಕನ್ನಡ, ಇಂಗ್ಲಿಷ್, ಮರಾಠಿ, ಮುಂತಾದ ಭಾಷೆಗಳು, ಏ.2 ರಂದು ವಿಜ್ಞಾನ. ಎಸ್ಎಸ್ಎಲ್ಸಿ ಪರೀಕ್ಷೆ-2 ಮೇ.18 ರಂದು ಆರಂಭವಾಗಿ 25ರಂದು ಮುಕ್ತಾಯವಾಗಲಿದೆ. [222,99,418,178]
awardees-title: ಪುರಸ್ಕೃತರು [814,508,851,519]
rahukala-box [34,1030,174,1056]
hubli-body [772,818,928,1114]
award-text: ಸಾರಿಗೆ ಕ್ಷೇತ್ರದ ದಿಗ್ಗಜ, ವಿಆರ್‌ಎಲ್ ಸಮೂಹ ಸಂಸ್ಥೆಗಳ ವ್ಯವಸ್ಥಾಪಕ ನಿರ್ದೇಶಕ ಡಾ. ಆನಂದ ಸಂಕೇಶ್ವರ ಅವರಿಗೆ ದುಬೈನಲ್ಲಿ ನಡೆದ ಸಮಾರಂಭದಲ್ಲಿ ಬಿಸಿನೆಸ್ ಅವಾರ್ಡ್ ನೀಡಿ ಗೌರವಿಸಲಾಯಿತು. ದುಬೈನ ಅಲ್ ಹಬ್ತೂರ್ ಪ್ಯಾಲೇಸ್ ಹೋಟೆಲ್‌ನಲ್ಲಿ ನಡೆದ ಸಮಾರಂಭದಲ್ಲಿ ಪ್ರಶಸ್ತಿ ಪ್ರದಾನ ಮಾಡಲಾಯಿತು. ಸಾರಿಗೆ ಮತ್ತು ಲಾಜಿಸ್ಟಿಕ್ಸ್ ಕ್ಷೇತ್ರದಲ್ಲಿ ಅವರು ಸಲ್ಲಿಸಿದ ಅನನ್ಯ ಸೇವೆಯನ್ನು ಗುರುತಿಸಿ ಈ ಪ್ರಶಸ್ತಿ ನೀಡಲಾಗಿದೆ. ವಿಆರ್‌ಎಲ್ ಸಂಸ್ಥೆಯು ಬೃಹತ್ ಸಾರಿಗೆ ಜಾಲ ಹೊಂದಿದ್ದು ದೇಶಾದ್ಯಂತ ಸೇವೆ ಒದಗಿಸುತ್ತಿದೆ. ಈ ಸಂದರ್ಭದಲ್ಲಿ ಉದ್ಯಮಿಗಳು, ಗಣ್ಯರು ಉಪಸ್ಥಿತರಿದ್ದರು. ಕನ್ನಡಿಗ ಉದ್ಯಮಿಗೆ ಸಂದ ಈ ಗೌರವಕ್ಕೆ ಹಲವರು ಅಭಿನಂದನೆ ಸಲ್ಲಿಸಿದ್ದಾರೆ. [682,421,804,518]
gulika: ಗುಳಿಕಕಾಲ: 1.30–3.00 [66,1043,142,1052]
vishesha-badge [342,462,386,506]
box1-title: ಒಬ್ಬ ರಿಜಿಸ್ಟ್ರಾರ್‌ಗೆ ಎರಡು, ಮೂರು ಅಕಾಡೆಮಿ ಹೊರೆ [536,436,642,459]
awardee-item: ▶ ಕವಿತಾ ದತ್ - ಜಂಟಿ ಆಡಳಿತ ನಿರ್ದೇಶಕ, ಕೆಸಿಪಿ ಸಿಮೆಂಟ್ [814,545,924,569]
registrar-headline: ಕಾಯಂ ರಿಜಿಸ್ಟ್ರಾರ್‌ಗಳಿಲ್ಲ [200,372,488,416]
horoscope-sign [24,734,106,761]
sign-text: ನಿಮ್ಮ ಹೊಸ ಯೋಜನೆ ಸಿದ್ಧಗೊಳ್ಳುವುದು. ಹಿತಶತ್ರುಗಳಿಂದ ಎಚ್ಚರ. [24,743,105,759]
sign-name: ◉ ಮಕರ [110,808,190,817]
quote-icon-2: ❝ [536,598,552,628]
awardees-list [814,521,924,642]
lamp-icon: ♨ [696,9,718,31]
quote1-by: ಡಾ.ಎ.ಆರ್.ಗೋವಿಂದಸ್ವಾಮಿ, ಅಧ್ಯಕ್ಷ, ಬಂಜಾರ ಸಂಸ್ಕೃತಿ ಮತ್ತು ಭಾಷಾ ಅಕಾಡೆಮಿ [371,624,519,646]
